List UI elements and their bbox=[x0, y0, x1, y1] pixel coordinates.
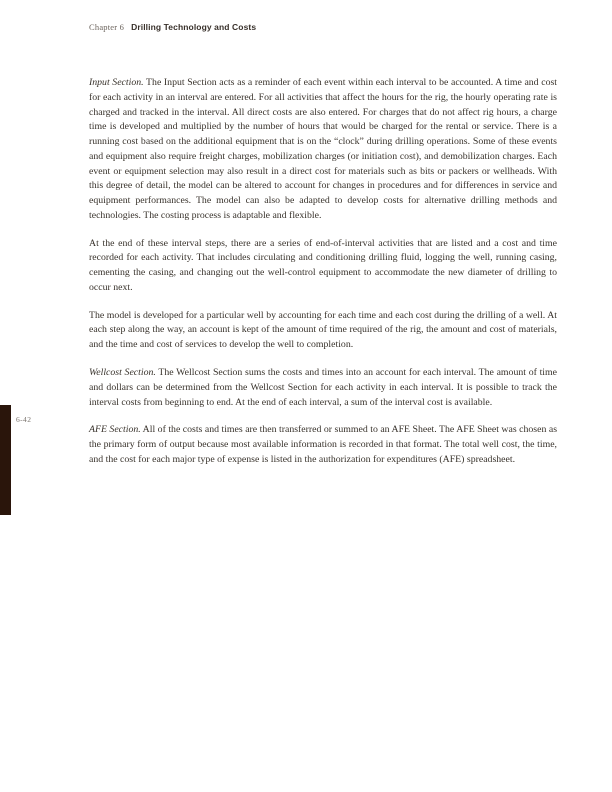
paragraph bbox=[89, 366, 557, 410]
paragraph-lead: Input Section. bbox=[89, 77, 144, 88]
paragraph-text: The Wellcost Section sums the costs and times into an account for each interval. The amount of time and dollars can be determined from the Wellcost Section for each activity in each interval. It is possible to track the interval costs from beginning to end. At the end of each interval, a sum of the interval cost is available. bbox=[89, 367, 557, 408]
chapter-title: Drilling Technology and Costs bbox=[131, 22, 257, 32]
page-number: 6-42 bbox=[16, 415, 32, 424]
chapter-edge-tab bbox=[0, 405, 11, 515]
paragraph-text: At the end of these interval steps, there are a series of end-of-interval activities that are listed and a cost and time recorded for each activity. That includes circulating and conditioning drilling fluid, logging the well, running casing, cementing the casing, and changing out the well-control equipment to accommodate the new diameter of drilling to occur next. bbox=[89, 237, 557, 293]
paragraph-text: All of the costs and times are then transferred or summed to an AFE Sheet. The AFE Sheet was chosen as the primary form of output because most available information is recorded in that format. The total well cost, the time, and the cost for each major type of expense is listed in the authorization for expenditures (AFE) spreadsheet. bbox=[89, 424, 558, 465]
chapter-label: Chapter 6 bbox=[89, 22, 125, 32]
paragraph bbox=[89, 423, 557, 467]
paragraph bbox=[89, 76, 557, 224]
paragraph-text: The Input Section acts as a reminder of each event within each interval to be accounted. A time and cost for each activity in an interval are entered. For all activities that affect the hours for the rig, the hourly operating rate is charged and tracked in the interval. All direct costs are also entered. For charges that do not affect rig hours, a charge time is developed and multiplied by the number of hours that would be charged for the rental or service. There is a running cost based on the additional equipment that is on the “clock” during drilling operations. Some of these events and equipment also require freight charges, mobilization charges (or initiation cost), and demobilization charges. Each event or equipment selection may also result in a direct cost for materials such as bits or packers or wellheads. With this degree of detail, the model can be altered to account for changes in procedures and for differences in service and equipment performances. The model can also be adapted to develop costs for alternative drilling methods and technologies. The costing process is adaptable and flexible. bbox=[89, 77, 557, 221]
paragraph-lead: Wellcost Section. bbox=[89, 367, 156, 379]
paragraph bbox=[89, 237, 557, 296]
running-header bbox=[89, 17, 256, 35]
paragraph-text: The model is developed for a particular well by accounting for each time and each cost during the drilling of a well. At each step along the way, an account is kept of the amount of time required of the rig, the amount and cost of materials, and the time and cost of services to develop the well to completion. bbox=[89, 309, 557, 351]
paragraph bbox=[89, 309, 557, 353]
page-body bbox=[89, 76, 557, 468]
paragraph-lead: AFE Section. bbox=[89, 424, 141, 436]
